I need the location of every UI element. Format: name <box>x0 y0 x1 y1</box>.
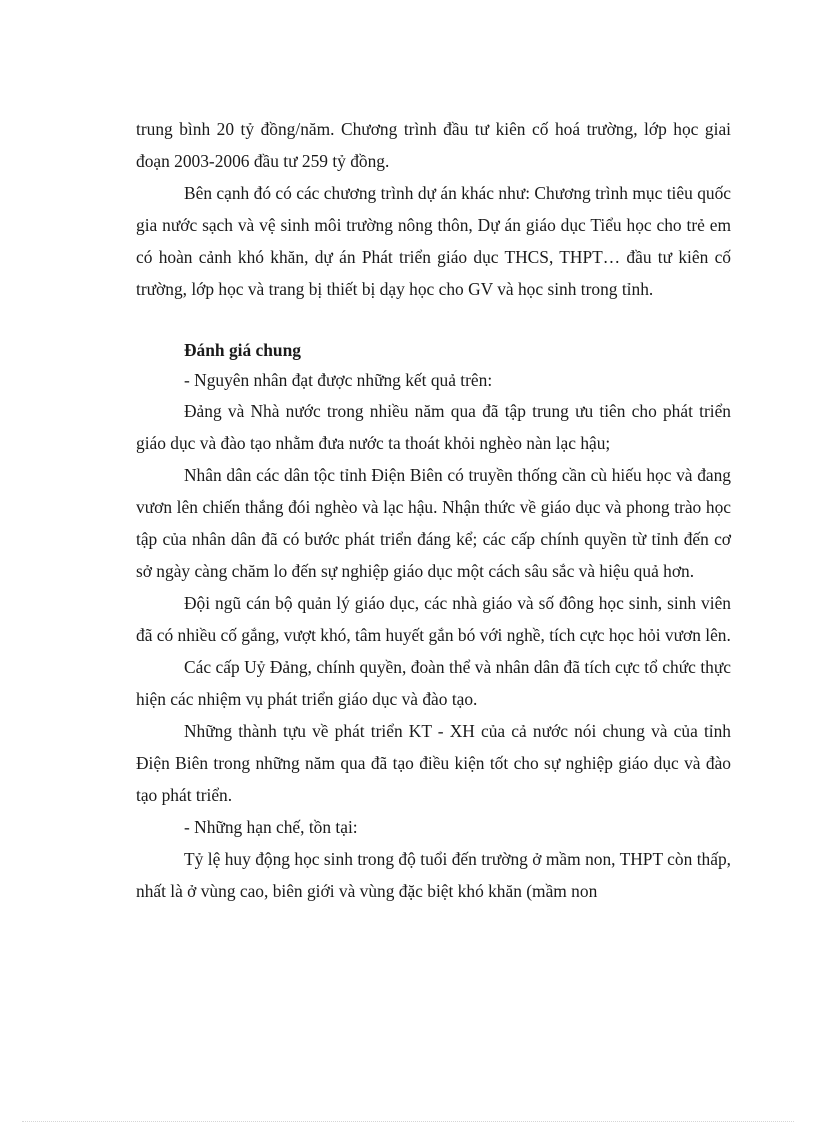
paragraph-other-programs: Bên cạnh đó có các chương trình dự án khác như: Chương trình mục tiêu quốc gia nước sạch và vệ sinh môi trường nông thôn, Dự án giáo dục Tiểu học cho trẻ em có hoàn cảnh khó khăn, dự án Phát triển giáo dục THCS, THPT… đầu tư kiên cố trường, lớp học và trang bị thiết bị dạy học cho GV và học sinh trong tỉnh. <box>136 183 731 299</box>
section-heading-general-assessment: Đánh giá chung <box>184 340 301 360</box>
paragraph-investment-summary: trung bình 20 tỷ đồng/năm. Chương trình đầu tư kiên cố hoá trường, lớp học giai đoạn 2003-2006 đầu tư 259 tỷ đồng. <box>136 119 731 171</box>
paragraph-enrollment-rate: Tỷ lệ huy động học sinh trong độ tuổi đến trường ở mầm non, THPT còn thấp, nhất là ở vùng cao, biên giới và vùng đặc biệt khó khăn (mầm non <box>136 849 731 901</box>
paragraph-staff-effort: Đội ngũ cán bộ quản lý giáo dục, các nhà giáo và số đông học sinh, sinh viên đã có nhiều cố gắng, vượt khó, tâm huyết gắn bó với nghề, tích cực học hỏi vươn lên. <box>136 593 731 645</box>
paragraph-limitations-intro: - Những hạn chế, tồn tại: <box>184 817 358 837</box>
paragraph-people-tradition: Nhân dân các dân tộc tỉnh Điện Biên có truyền thống cần cù hiếu học và đang vươn lên chiến thắng đói nghèo và lạc hậu. Nhận thức về giáo dục và phong trào học tập của nhân dân đã có bước phát triển đáng kể; các cấp chính quyền từ tỉnh đến cơ sở ngày càng chăm lo đến sự nghiệp giáo dục một cách sâu sắc và hiệu quả hơn. <box>136 465 731 581</box>
paragraph-party-state-priority: Đảng và Nhà nước trong nhiều năm qua đã tập trung ưu tiên cho phát triển giáo dục và đào tạo nhằm đưa nước ta thoát khỏi nghèo nàn lạc hậu; <box>136 401 731 453</box>
paragraph-party-committees: Các cấp Uỷ Đảng, chính quyền, đoàn thể và nhân dân đã tích cực tổ chức thực hiện các nhiệm vụ phát triển giáo dục và đào tạo. <box>136 657 731 709</box>
page-bottom-divider <box>22 1121 794 1122</box>
paragraph-causes-intro: - Nguyên nhân đạt được những kết quả trên: <box>184 370 493 390</box>
document-body <box>136 113 731 907</box>
paragraph-socioeconomic-achievements: Những thành tựu về phát triển KT - XH của cả nước nói chung và của tỉnh Điện Biên trong những năm qua đã tạo điều kiện tốt cho sự nghiệp giáo dục và đào tạo phát triển. <box>136 721 731 805</box>
